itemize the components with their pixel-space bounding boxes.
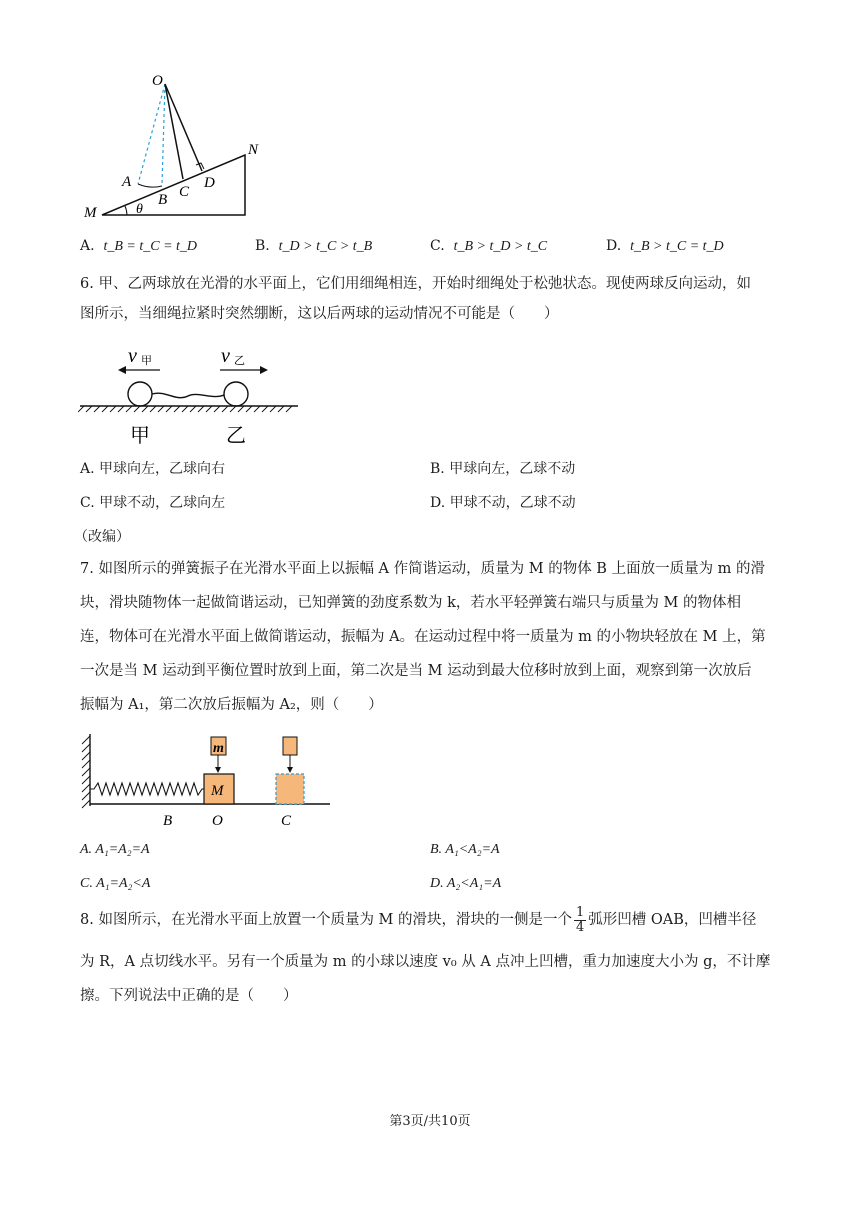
- label-v-left: v: [128, 345, 137, 367]
- q7-figure: [76, 728, 336, 834]
- q6-line2: [80, 298, 559, 331]
- label-v-left-sub: 甲: [141, 355, 152, 367]
- q6-emphasis-not: 不: [442, 306, 457, 322]
- q6-note: （改编）: [74, 529, 130, 545]
- q7-option-c[interactable]: [80, 876, 150, 892]
- option-text: A₁<A₂=A: [445, 842, 500, 857]
- label-C: C: [179, 184, 190, 200]
- q8-line1: [80, 904, 756, 937]
- q6-line2-pre: 图所示，当细绳拉紧时突然绷断，这以后两球的运动情况: [80, 306, 443, 322]
- option-letter: B.: [255, 238, 270, 254]
- option-letter: D.: [430, 495, 446, 511]
- label-C: C: [281, 813, 292, 829]
- label-m: m: [213, 741, 224, 756]
- option-text: A₂<A₁=A: [446, 876, 502, 891]
- q8-line3: 擦。下列说法中正确的是（ ）: [80, 988, 298, 1004]
- q5-option-a[interactable]: [80, 238, 197, 255]
- label-ball-left: 甲: [130, 425, 150, 447]
- q8-line1-post: 弧形凹槽 OAB，凹槽半径: [588, 912, 757, 928]
- q7-line1: 7. 如图所示的弹簧振子在光滑水平面上以振幅 A 作简谐运动，质量为 M 的物体 B 上面放一质量为 m 的滑: [80, 561, 766, 577]
- label-v-right: v: [221, 345, 230, 367]
- label-D: D: [204, 175, 215, 191]
- label-theta: θ: [136, 202, 143, 217]
- label-B: B: [163, 813, 173, 829]
- fraction-denominator: 4: [576, 919, 585, 935]
- q5-option-d[interactable]: [606, 238, 724, 255]
- q6-option-b[interactable]: [430, 458, 575, 478]
- label-ball-right: 乙: [226, 425, 246, 447]
- option-text: A₁=A₂<A: [96, 876, 151, 891]
- q5-option-c[interactable]: [430, 238, 547, 255]
- q6-line1: 6. 甲、乙两球放在光滑的水平面上，它们用细绳相连，开始时细绳处于松弛状态。现使两球反向运动，如: [80, 276, 751, 292]
- fraction-quarter: [574, 906, 586, 935]
- q8-line2: 为 R，A 点切线水平。另有一个质量为 m 的小球以速度 v₀ 从 A 点冲上凹槽，重力加速度大小为 g，不计摩: [80, 954, 771, 970]
- option-letter: D.: [430, 876, 444, 891]
- q7-option-b[interactable]: [430, 842, 500, 858]
- option-text: 甲球不动，乙球向左: [99, 495, 226, 511]
- label-v-right-sub: 乙: [234, 355, 245, 367]
- label-M: M: [84, 205, 97, 220]
- q6-option-a[interactable]: [80, 458, 225, 478]
- label-O: O: [212, 813, 223, 829]
- option-letter: B.: [430, 461, 445, 477]
- option-text: t_D > t_C > t_B: [278, 239, 373, 254]
- label-N: N: [248, 142, 259, 158]
- option-letter: C.: [430, 238, 445, 254]
- label-M: M: [211, 783, 224, 799]
- option-text: A₁=A₂=A: [95, 842, 150, 857]
- q7-line5: 振幅为 A₁，第二次放后振幅为 A₂，则（ ）: [80, 697, 383, 713]
- q7-option-a[interactable]: [80, 842, 150, 858]
- q7-line2: 块，滑块随物体一起做简谐运动，已知弹簧的劲度系数为 k，若水平轻弹簧右端只与质量为 M 的物体相: [80, 595, 741, 611]
- q6-option-c[interactable]: [80, 492, 225, 512]
- label-B: B: [158, 192, 168, 208]
- q6-line2-post: 是（ ）: [486, 306, 559, 322]
- option-letter: A.: [80, 238, 95, 254]
- q5-figure: [80, 70, 280, 220]
- q8-line1-pre: 8. 如图所示，在光滑水平面上放置一个质量为 M 的滑块，滑块的一侧是一个: [80, 912, 573, 928]
- q7-line3: 连，物体可在光滑水平面上做简谐运动，振幅为 A。在运动过程中将一质量为 m 的小物块轻放在 M 上，第: [80, 629, 766, 645]
- q6-figure: [78, 340, 300, 448]
- option-text: 甲球向左，乙球不动: [449, 461, 576, 477]
- option-letter: A.: [80, 461, 95, 477]
- page-footer: 第3页/共10页: [389, 1114, 471, 1129]
- q6-emphasis-possible: 可能: [457, 306, 486, 322]
- option-text: t_B = t_C = t_D: [103, 239, 198, 254]
- q7-option-d[interactable]: [430, 876, 501, 892]
- label-O: O: [152, 73, 163, 89]
- option-text: 甲球向左，乙球向右: [99, 461, 226, 477]
- option-text: t_B > t_D > t_C: [453, 239, 548, 254]
- q6-option-d[interactable]: [430, 492, 576, 512]
- option-text: 甲球不动，乙球不动: [449, 495, 576, 511]
- option-letter: B.: [430, 842, 443, 857]
- option-letter: A.: [80, 842, 93, 857]
- q5-option-b[interactable]: [255, 238, 372, 255]
- option-letter: D.: [606, 238, 622, 254]
- option-text: t_B > t_C = t_D: [630, 239, 724, 254]
- option-letter: C.: [80, 495, 95, 511]
- label-A: A: [122, 174, 132, 190]
- fraction-numerator: 1: [576, 904, 585, 920]
- option-letter: C.: [80, 876, 93, 891]
- q7-line4: 一次是当 M 运动到平衡位置时放到上面，第二次是当 M 运动到最大位移时放到上面，观察到第一次放后: [80, 663, 752, 679]
